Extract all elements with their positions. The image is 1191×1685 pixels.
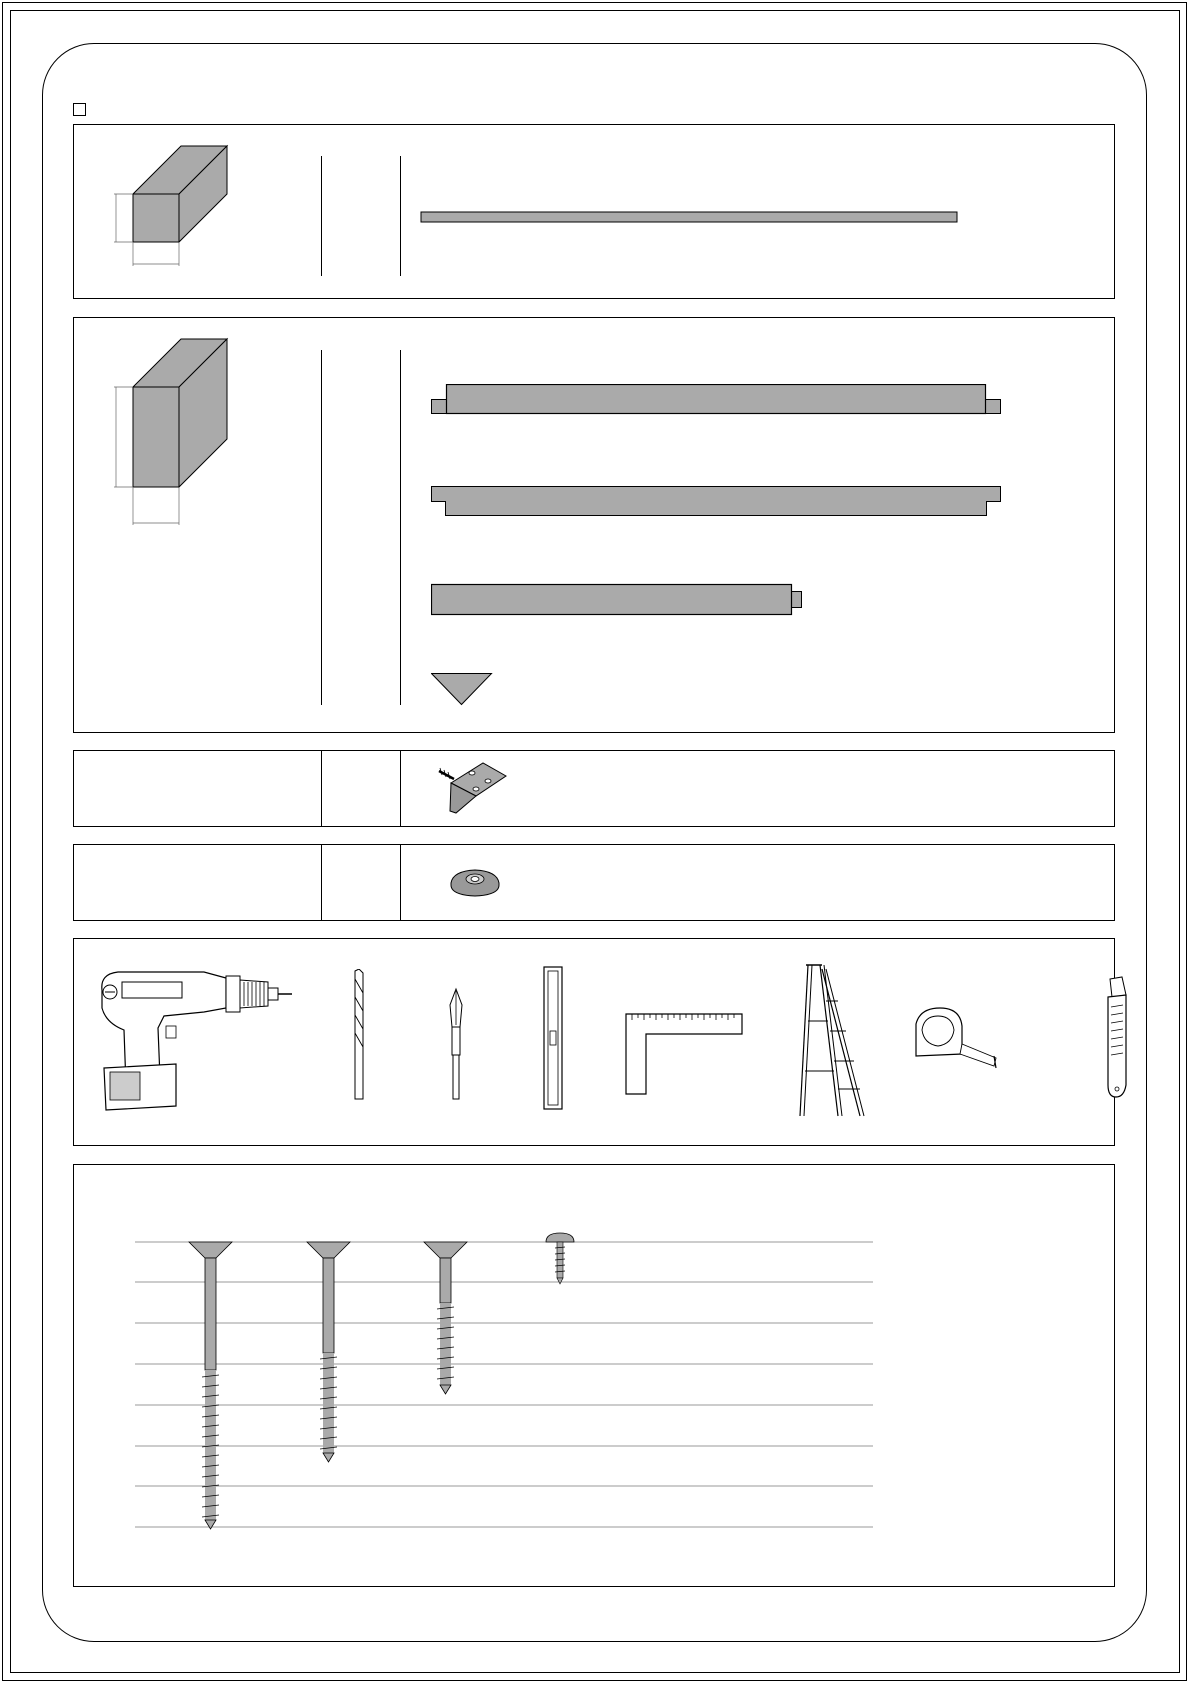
screw-medium <box>307 1242 350 1462</box>
timber-block-icon <box>104 142 234 282</box>
screw-chart <box>74 1165 1114 1585</box>
column-divider <box>400 156 401 276</box>
checkbox[interactable] <box>73 103 86 116</box>
angle-bracket-panel <box>73 750 1115 827</box>
spirit-level-icon <box>541 965 567 1113</box>
tools-panel <box>73 938 1115 1146</box>
drill-icon <box>96 968 296 1123</box>
tape-measure-icon <box>906 1004 1006 1079</box>
column-divider <box>321 350 322 705</box>
column-divider <box>400 751 401 826</box>
guide-lines <box>135 1242 873 1527</box>
column-divider <box>400 845 401 920</box>
screw-short <box>424 1242 467 1394</box>
timber-panel-1 <box>73 124 1115 299</box>
washer-panel <box>73 844 1115 921</box>
short-bar-with-tab <box>432 585 802 615</box>
stepladder-icon <box>798 961 868 1121</box>
drill-bit-icon <box>349 969 369 1104</box>
try-square-icon <box>622 1012 747 1097</box>
utility-knife-icon <box>1102 975 1132 1105</box>
screwdriver-bit-icon <box>446 987 466 1102</box>
column-divider <box>400 350 401 705</box>
washer-icon <box>447 865 507 901</box>
stepped-bar-top <box>432 385 1001 414</box>
timber-parts-drawing <box>431 384 1011 734</box>
long-bar <box>420 211 960 225</box>
column-divider <box>321 845 322 920</box>
angle-bracket-icon <box>436 761 516 819</box>
triangle-block <box>432 674 492 705</box>
stepped-bar-bottom <box>432 487 1001 516</box>
column-divider <box>321 751 322 826</box>
timber-panel-2 <box>73 317 1115 733</box>
screw-chart-panel <box>73 1164 1115 1587</box>
column-divider <box>321 156 322 276</box>
timber-block-icon <box>104 335 234 525</box>
screw-button-head <box>546 1233 574 1284</box>
